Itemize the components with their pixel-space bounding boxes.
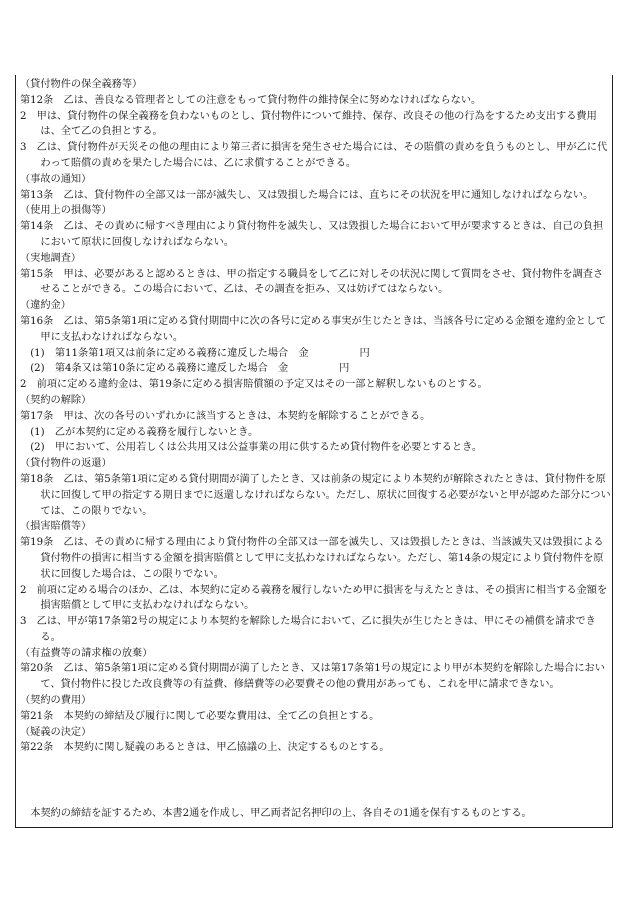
article-section: [20, 172, 612, 204]
article-heading: （有益費等の請求権の放棄）: [20, 647, 153, 659]
article-paragraph: 2 前項に定める場合のほか、乙は、本契約に定める義務を履行しないため甲に損害を与えたときは、その損害に相当する金額を損害賠償として甲に支払わなければならない。: [20, 584, 608, 612]
article-paragraph: 2 甲は、貸付物件の保全義務を負わないものとし、貸付物件について維持、保存、改良その他の行為をするため支出する費用は、全て乙の負担とする。: [20, 110, 597, 138]
article-section: [20, 456, 612, 519]
article-paragraph: 3 乙は、貸付物件が天災その他の理由により第三者に損害を発生させた場合には、その賠償の責めを負うものとし、甲が乙に代わって賠償の責めを果たした場合には、乙に求償することができる。: [20, 142, 608, 169]
article-section: [20, 251, 612, 298]
article-section: [20, 77, 612, 172]
article-paragraph: 第13条 乙は、貸付物件の全部又は一部が滅失し、又は毀損した場合には、直ちにその状況を甲に通知しなければならない。: [20, 189, 594, 201]
article-section: [20, 203, 612, 250]
article-section: [20, 519, 612, 645]
article-section: [20, 393, 612, 456]
article-paragraph: 第19条 乙は、その責めに帰する理由により貸付物件の全部又は一部を滅失し、又は毀損したときは、当該滅失又は毀損による貸付物件の損害に相当する金額を損害賠償として甲に支払わなければならない。ただし、第14条の規定により貸付物件を原状に回復した場合は、この限りでない。: [20, 537, 604, 580]
article-paragraph: 第15条 甲は、必要があると認めるときは、甲の指定する職員をして乙に対しその状況に関して質問をさせ、貸付物件を調査させることができる。この場合において、乙は、その調査を拒み、又は妨げてはならない。: [20, 268, 604, 296]
article-section: [20, 646, 612, 693]
article-paragraph: 3 乙は、甲が第17条第2号の規定により本契約を解除した場合において、乙に損失が生じたときは、甲にその補償を請求できる。: [20, 616, 596, 643]
article-paragraph: 第22条 本契約に関し疑義のあるときは、甲乙協議の上、決定するものとする。: [20, 742, 390, 754]
list-item: (2) 第4条又は第10条に定める義務に違反した場合 金 円: [30, 363, 350, 375]
article-section: [20, 298, 612, 393]
article-heading: （使用上の損傷等）: [20, 205, 112, 217]
article-heading: （違約金）: [20, 300, 71, 312]
article-paragraph: 第14条 乙は、その責めに帰すべき理由により貸付物件を滅失し、又は毀損した場合において甲が要求するときは、自己の負担において原状に回復しなければならない。: [20, 221, 604, 248]
article-section: [20, 693, 612, 725]
list-item: (2) 甲において、公用若しくは公共用又は公益事業の用に供するため貸付物件を必要とするとき。: [30, 442, 483, 454]
article-heading: （疑義の決定）: [20, 726, 92, 738]
contract-body: [20, 77, 612, 756]
article-section: [20, 725, 612, 757]
list-item: (1) 第11条第1項又は前条に定める義務に違反した場合 金 円: [30, 347, 370, 359]
article-paragraph: 第18条 乙は、第5条第1項に定める貸付期間が満了したとき、又は前条の規定により本契約が解除されたときは、貸付物件を原状に回復して甲の指定する期日までに返還しなければならない。ただし、原状に回復する必要がないと甲が認めた部分については、この限りでない。: [20, 473, 611, 517]
article-heading: （損害賠償等）: [20, 521, 92, 533]
closing-statement: 本契約の締結を証するため、本書2通を作成し、甲乙両者記名押印の上、各自その1通を保有するものとする。: [30, 808, 532, 819]
article-paragraph: 第17条 甲は、次の各号のいずれかに該当するときは、本契約を解除することができる。: [20, 410, 431, 422]
article-heading: （実地調査）: [20, 252, 82, 264]
article-paragraph: 第12条 乙は、善良なる管理者としての注意をもって貸付物件の維持保全に努めなければならない。: [20, 94, 482, 106]
article-heading: （契約の解除）: [20, 394, 92, 406]
article-heading: （貸付物件の返還）: [20, 458, 112, 470]
list-item: (1) 乙が本契約に定める義務を履行しないとき。: [30, 426, 259, 438]
article-paragraph: 第16条 乙は、第5条第1項に定める貸付期間中に次の各号に定める事実が生じたときは、当該各号に定める金額を違約金として甲に支払わなければならない。: [20, 315, 607, 343]
article-paragraph: 2 前項に定める違約金は、第19条に定める損害賠償額の予定又はその一部と解釈しないものとする。: [20, 379, 488, 391]
article-heading: （事故の通知）: [20, 173, 92, 185]
article-heading: （契約の費用）: [20, 695, 92, 707]
article-paragraph: 第20条 乙は、第5条第1項に定める貸付期間が満了したとき、又は第17条第1号の規定により甲が本契約を解除した場合において、貸付物件に投じた改良費等の有益費、修繕費等の必要費その他の費用があっても、これを甲に請求できない。: [20, 663, 605, 691]
article-heading: （貸付物件の保全義務等）: [20, 79, 143, 90]
article-paragraph: 第21条 本契約の締結及び履行に関して必要な費用は、全て乙の負担とする。: [20, 710, 380, 722]
